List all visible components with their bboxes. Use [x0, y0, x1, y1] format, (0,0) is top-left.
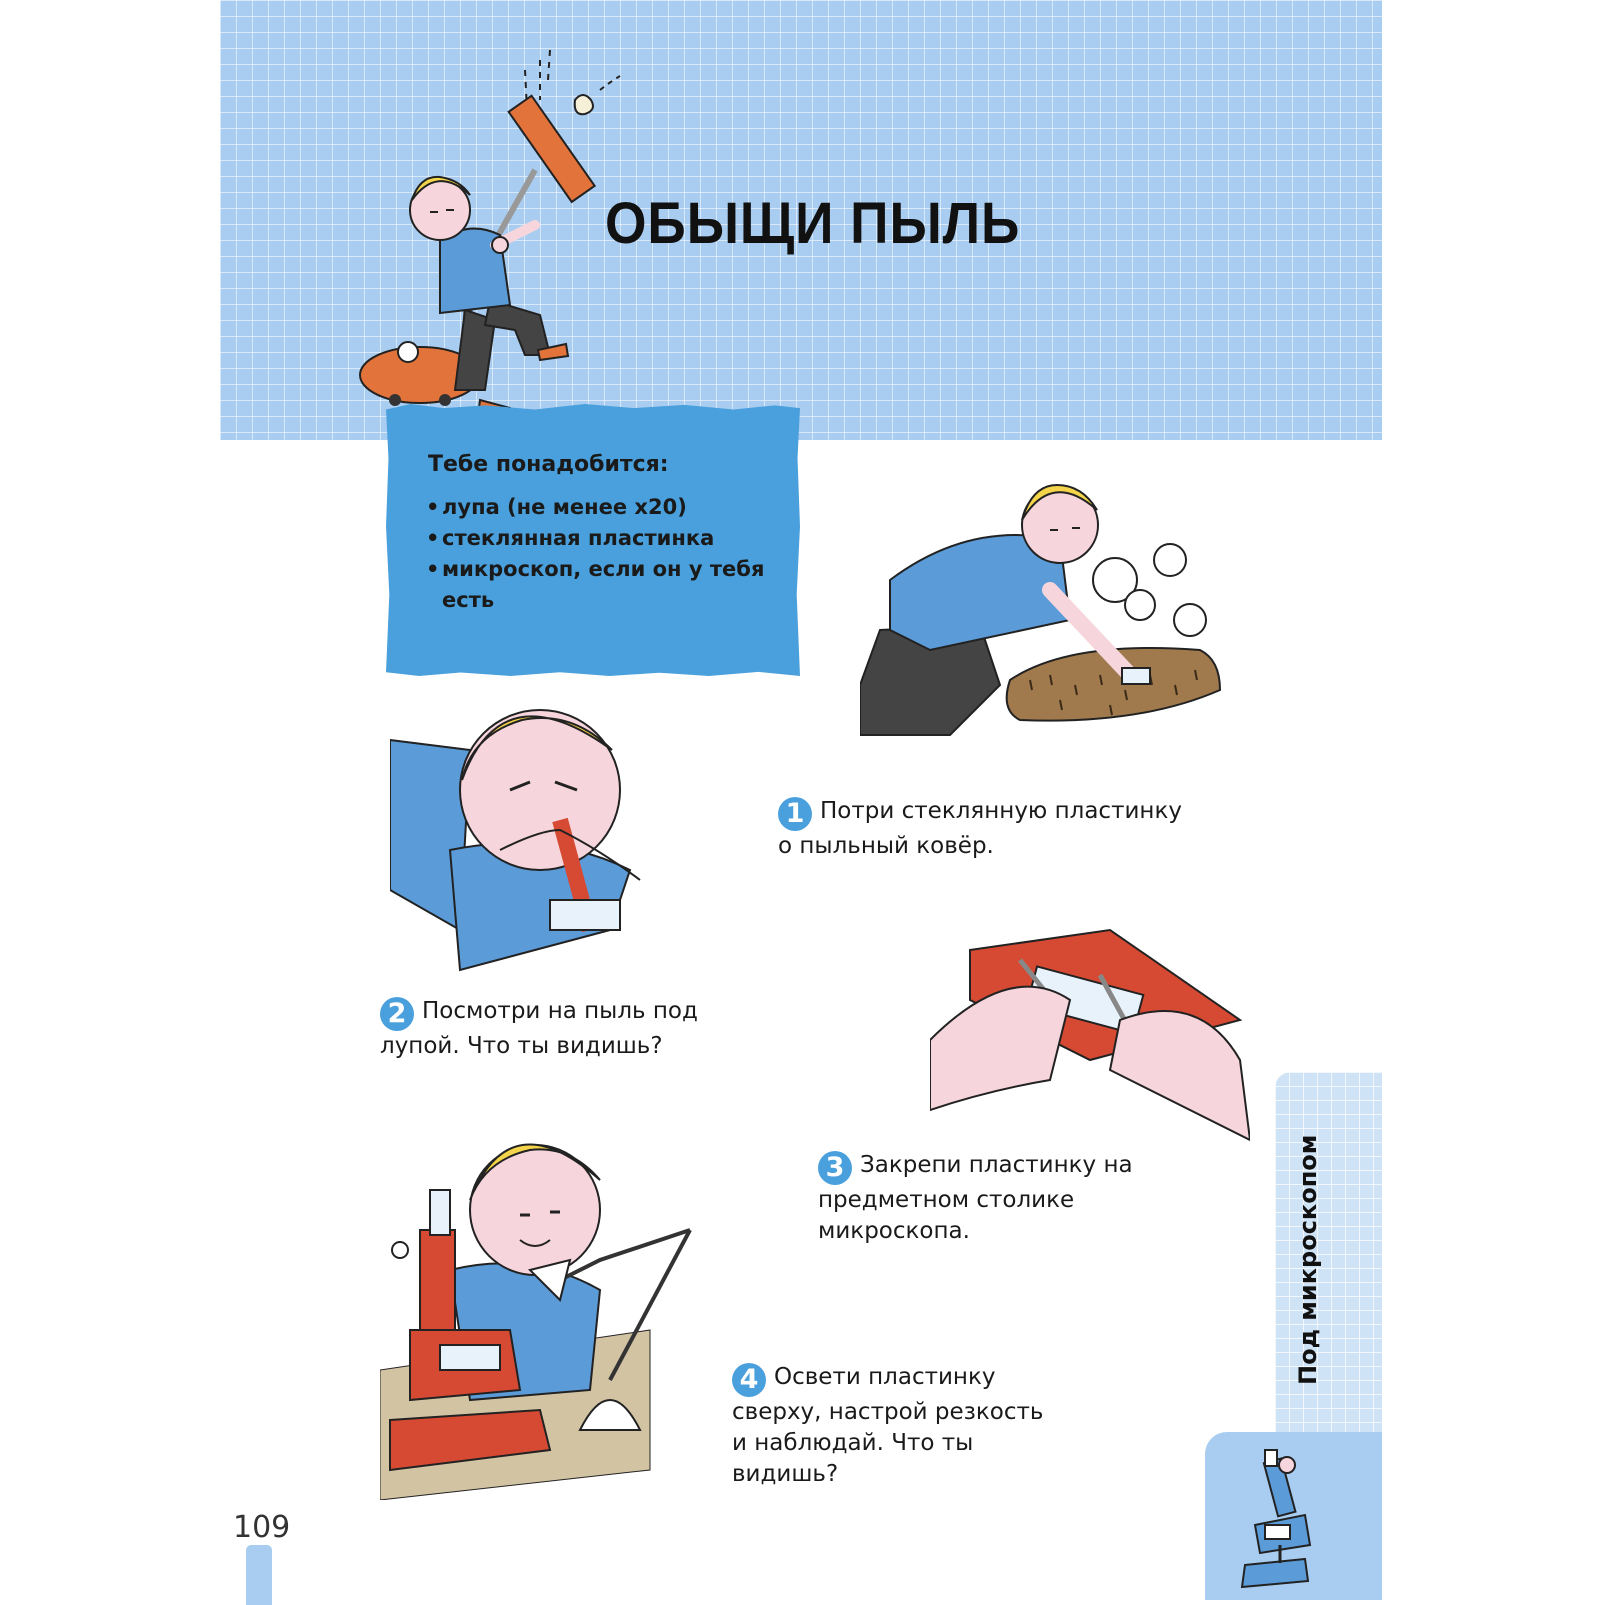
step-number-badge: 3: [818, 1151, 852, 1185]
step-number-badge: 1: [778, 797, 812, 831]
supplies-item: • лупа (не менее х20): [426, 492, 786, 523]
step-text: Закрепи пластинку на предметном столике микроскопа.: [818, 1152, 1133, 1244]
microscope-mascot-icon: [1225, 1445, 1335, 1595]
page-number: 109: [233, 1510, 291, 1545]
step-number-badge: 2: [380, 997, 414, 1031]
step-2: [380, 996, 740, 1062]
step-4: [732, 1362, 1052, 1490]
boy-at-microscope-illustration: [380, 1130, 710, 1500]
boy-rubbing-carpet-illustration: [860, 480, 1240, 760]
boy-with-vacuum-illustration: [350, 40, 640, 430]
supplies-item: • микроскоп, если он у тебя есть: [426, 554, 786, 616]
step-number-badge: 4: [732, 1363, 766, 1397]
supplies-list: [426, 492, 786, 616]
step-1: [778, 796, 1198, 862]
supplies-item: • стеклянная пластинка: [426, 523, 786, 554]
supplies-heading: Тебе понадобится:: [428, 452, 669, 477]
section-tab: [1275, 1072, 1382, 1432]
page-title: ОБЫЩИ ПЫЛЬ: [605, 191, 1021, 256]
hands-clipping-slide-illustration: [930, 920, 1250, 1150]
step-text: Посмотри на пыль под лупой. Что ты видишь?: [380, 998, 698, 1059]
step-3: [818, 1150, 1148, 1247]
section-tab-label: Под микроскопом: [1294, 1134, 1322, 1385]
step-text: Потри стеклянную пластинку о пыльный ковёр.: [778, 798, 1182, 859]
boy-with-magnifier-illustration: [390, 700, 690, 980]
step-text: Освети пластинку сверху, настрой резкость и наблюдай. Что ты видишь?: [732, 1364, 1044, 1487]
page-marker: [246, 1545, 272, 1605]
